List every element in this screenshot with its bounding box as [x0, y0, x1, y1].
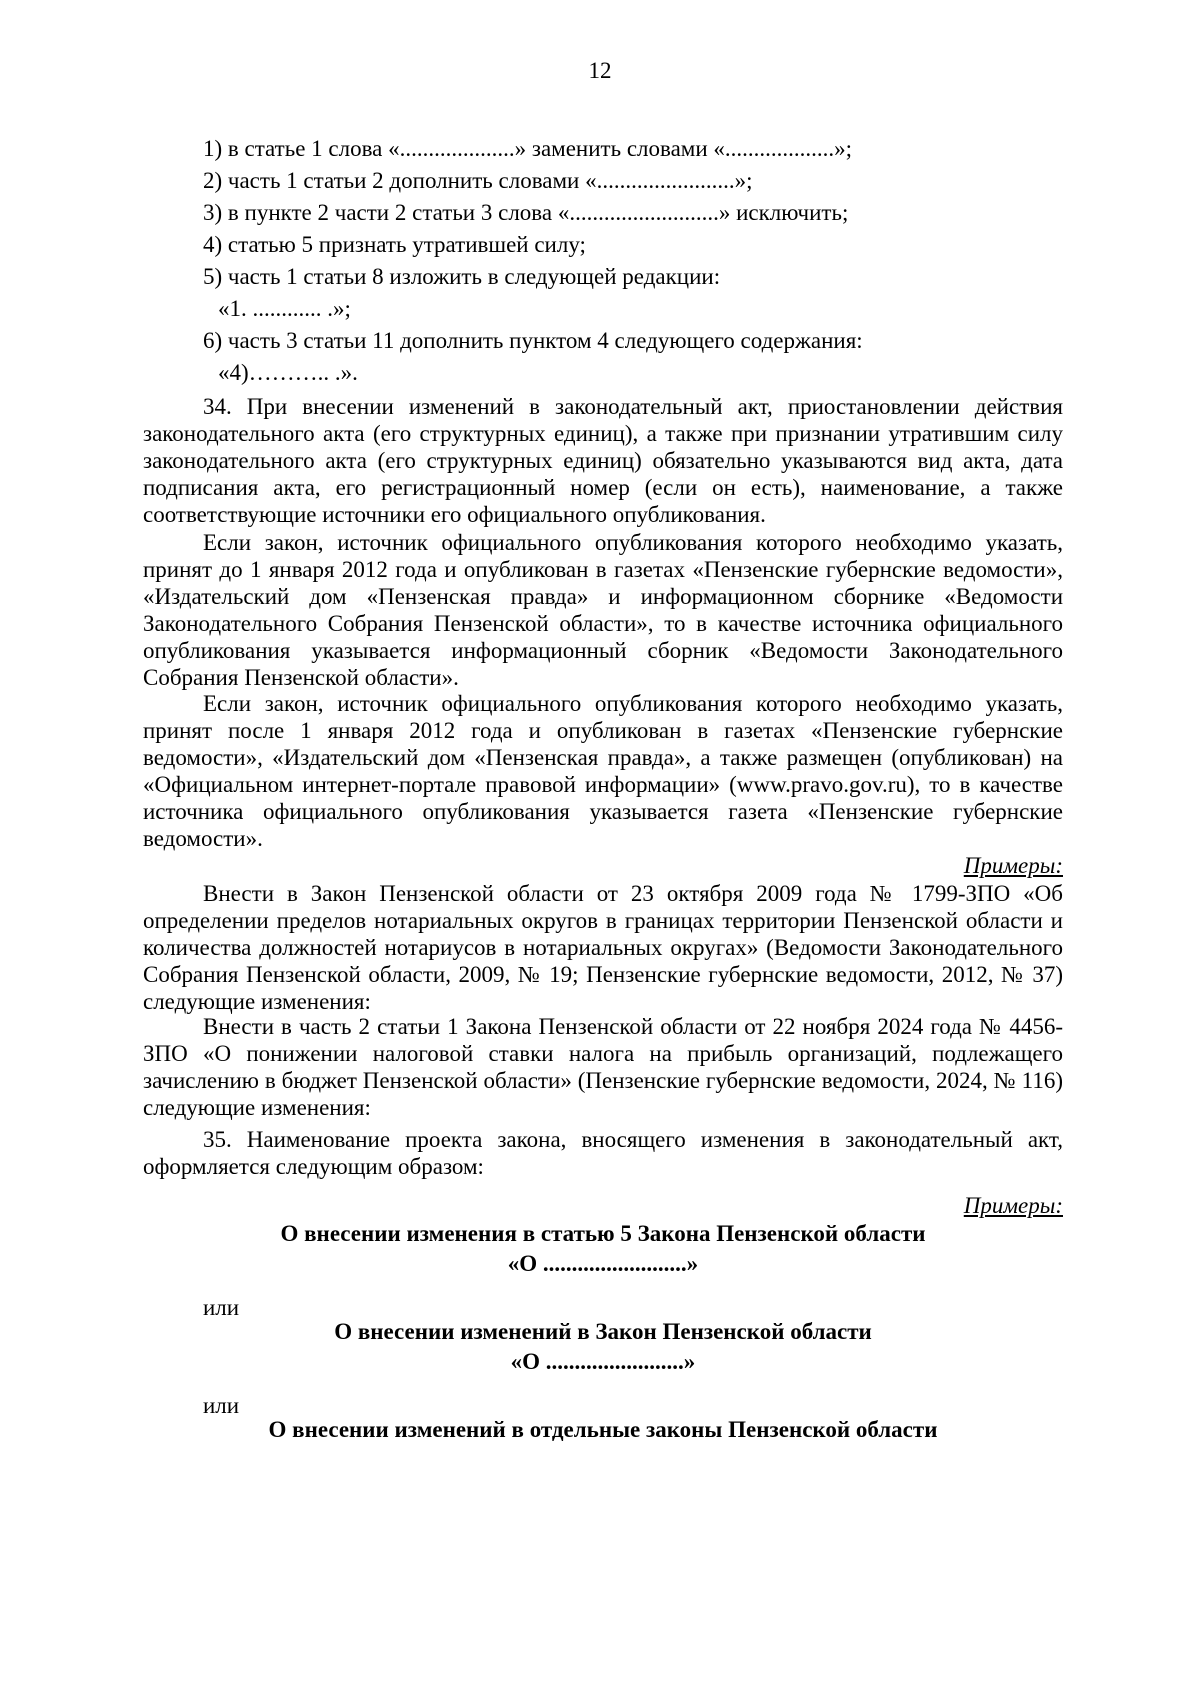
example-1: Внести в Закон Пензенской области от 23 октября 2009 года № 1799-ЗПО «Об определении пределов нотариальных округов в границах территории Пензенской области и количества должностей нотариусов в нотариальных округах» (Ведомости Законодательного Собрания Пензенской области, 2009, № 19; Пензенские губернские ведомости, 2012, № 37) следующие изменения: [143, 881, 1063, 1014]
examples-label: Примеры: [963, 1193, 1063, 1218]
or-separator: или [203, 1295, 240, 1320]
list-item: 5) часть 1 статьи 8 изложить в следующей редакции: [203, 264, 721, 289]
paragraph-before-2012: Если закон, источник официального опубликования которого необходимо указать, принят до 1 января 2012 года и опубликован в газетах «Пензенские губернские ведомости», «Издательский дом «Пензенская правда» и информационном сборнике «Ведомости Законодательного Собрания Пензенской области», то в качестве источника официального опубликования указывается информационный сборник «Ведомости Законодательного Собрания Пензенской области». [143, 530, 1063, 690]
paragraph-35: 35. Наименование проекта закона, вносящего изменения в законодательный акт, оформляется следующим образом: [143, 1127, 1063, 1179]
list-item: 3) в пункте 2 части 2 статьи 3 слова «..........................» исключить; [203, 200, 849, 225]
law-title-subline: «О .........................» [507, 1251, 699, 1276]
law-title: О внесении изменений в Закон Пензенской области [334, 1319, 872, 1344]
list-item: 1) в статье 1 слова «....................» заменить словами «...................»; [203, 136, 853, 161]
law-title-subline: «О ........................» [510, 1349, 696, 1374]
examples-label: Примеры: [963, 853, 1063, 878]
paragraph-after-2012: Если закон, источник официального опубликования которого необходимо указать, принят после 1 января 2012 года и опубликован в газетах «Пензенские губернские ведомости», «Издательский дом «Пензенская правда», а также размещен (опубликован) на «Официальном интернет-портале правовой информации» (www.pravo.gov.ru), то в качестве источника официального опубликования указывается газета «Пензенские губернские ведомости». [143, 691, 1063, 851]
law-title: О внесении изменения в статью 5 Закона Пензенской области [280, 1221, 926, 1246]
list-item: 2) часть 1 статьи 2 дополнить словами «........................»; [203, 168, 753, 193]
list-item: 4) статью 5 признать утратившей силу; [203, 232, 586, 257]
example-2: Внести в часть 2 статьи 1 Закона Пензенской области от 22 ноября 2024 года № 4456-ЗПО «О понижении налоговой ставки налога на прибыль организаций, подлежащего зачислению в бюджет Пензенской области» (Пензенские губернские ведомости, 2024, № 116) следующие изменения: [143, 1014, 1063, 1120]
list-item: 6) часть 3 статьи 11 дополнить пунктом 4 следующего содержания: [203, 328, 863, 353]
law-title: О внесении изменений в отдельные законы Пензенской области [268, 1417, 938, 1442]
or-separator: или [203, 1393, 240, 1418]
list-item: «4)……….. .». [218, 360, 358, 385]
paragraph-34: 34. При внесении изменений в законодательный акт, приостановлении действия законодательного акта (его структурных единиц), а также при признании утратившим силу законодательного акта (его структурных единиц) обязательно указываются вид акта, дата подписания акта, его регистрационный номер (если он есть), наименование, а также соответствующие источники его официального опубликования. [143, 394, 1063, 527]
list-item: «1. ............ .»; [218, 296, 351, 321]
page-number: 12 [588, 58, 612, 83]
